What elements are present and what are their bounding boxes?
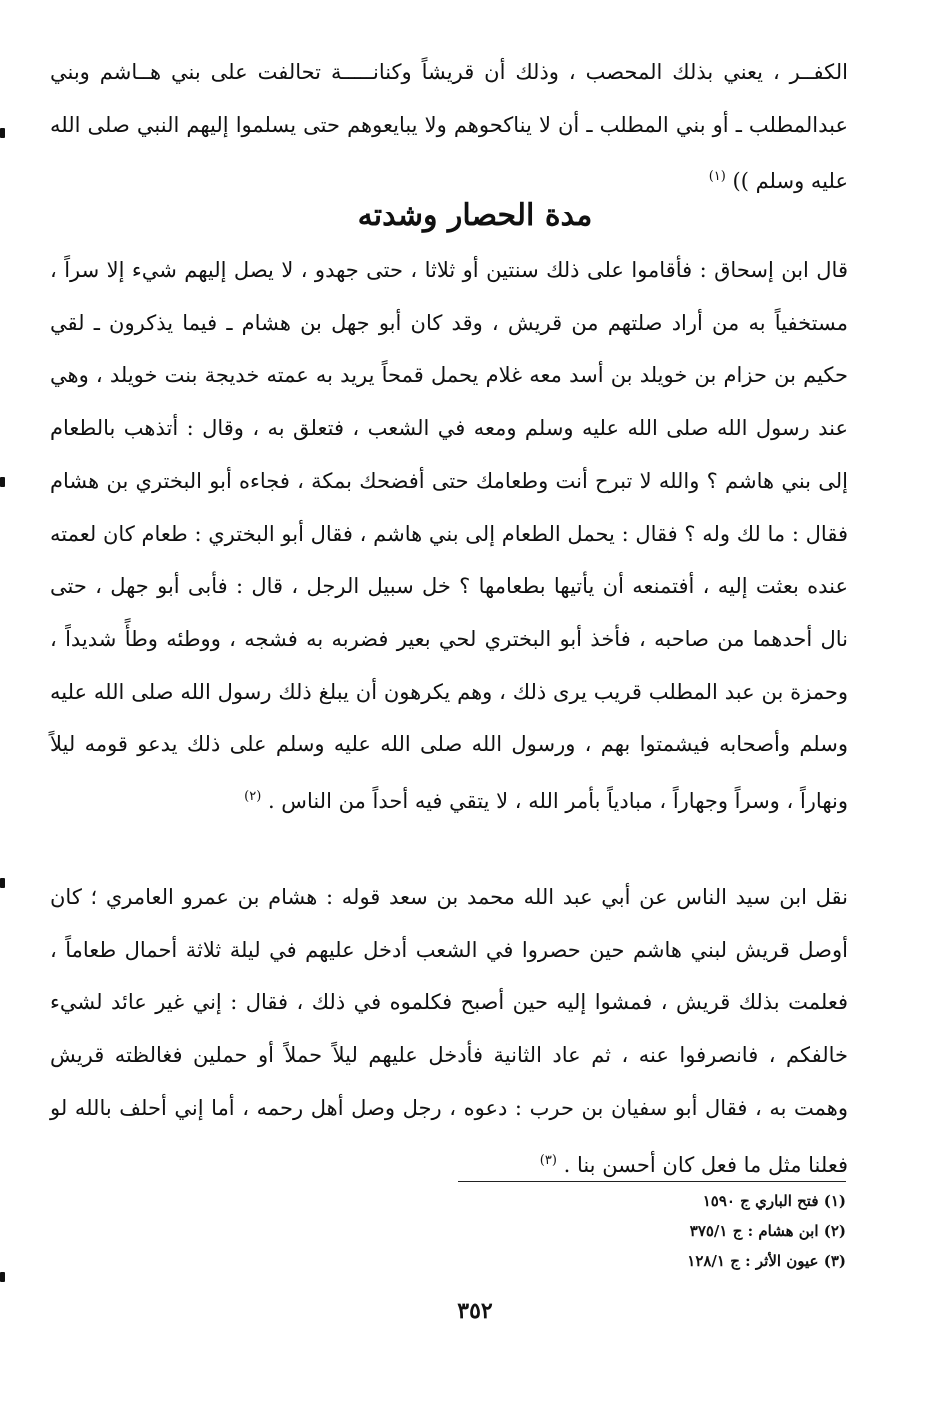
margin-mark (0, 128, 5, 138)
top-paragraph-block (50, 46, 848, 208)
paragraph-2 (50, 871, 848, 1191)
footnote-1: (١) فتح الباري ج ١٥٩٠ (702, 1192, 846, 1210)
footnote-3: (٣) عيون الأثر : ج ١٢٨/١ (687, 1252, 846, 1270)
footnote-ref-2: (٢) (244, 789, 262, 805)
top-paragraph-text: الكفــر ، يعني بذلك المحصب ، وذلك أن قريشاً وكنانـــــة تحالفت على بني هــاشم وبني عبدالمطلب ـ أو بني المطلب ـ أن لا يناكحوهم ولا يبايعوهم حتى يسلموا إليهم النبي صلى الله عليه وسلم )) (50, 60, 848, 194)
margin-mark (0, 878, 5, 888)
margin-mark (0, 477, 5, 487)
paragraph-1 (50, 244, 848, 828)
footnote-2: (٢) ابن هشام : ج ٣٧٥/١ (689, 1222, 846, 1240)
footnote-separator (458, 1181, 846, 1182)
footnotes (687, 1186, 846, 1276)
footnote-ref-3: (٣) (539, 1152, 557, 1168)
section-heading: مدة الحصار وشدته (357, 198, 593, 233)
paragraph-2-text: نقل ابن سيد الناس عن أبي عبد الله محمد بن سعد قوله : هشام بن عمرو العامري ؛ كان أوصل قريش لبني هاشم حين حصروا في الشعب أدخل عليهم في ليلة ثلاثة أحمال طعاماً ، فعلمت بذلك قريش ، فمشوا إليه حين أصبح فكلموه في ذلك ، فقال : إني غير عائد لشيء خالفكم ، فانصرفوا عنه ، ثم عاد الثانية فأدخل عليهم ليلاً حملاً أو حملين فغالظته قريش وهمت به ، فقال أبو سفيان بن حرب : دعوه ، رجل وصل أهل رحمه ، أما إني أحلف بالله لو فعلنا مثل ما فعل كان أحسن بنا . (50, 885, 849, 1177)
paragraph-1-text: قال ابن إسحاق : فأقاموا على ذلك سنتين أو ثلاثا ، حتى جهدو ، لا يصل إليهم شيء إلا سراً ، مستخفياً به من أراد صلتهم من قريش ، وقد كان أبو جهل بن هشام ـ فيما يذكرون ـ لقي حكيم بن حزام بن خويلد بن أسد معه غلام يحمل قمحاً يريد به عمته خديجة بنت خويلد ، وهي عند رسول الله صلى الله عليه وسلم ومعه في الشعب ، فتعلق به ، وقال : أتذهب بالطعام إلى بني هاشم ؟ والله لا تبرح أنت وطعامك حتى أفضحك بمكة ، فجاءه أبو البختري بن هشام فقال : ما لك وله ؟ فقال : يحمل الطعام إلى بني هاشم ، فقال أبو البختري : طعام كان لعمته عنده بعثت إليه ، أفتمنعه أن يأتيها بطعامها ؟ خل سبيل الرجل ، قال : فأبى أبو جهل ، حتى نال أحدهما من صاحبه ، فأخذ أبو البختري لحي بعير فضربه به فشجه ، ووطئه وطأً شديداً ، وحمزة بن عبد المطلب قريب يرى ذلك ، وهم يكرهون أن يبلغ ذلك رسول الله صلى الله عليه وسلم وأصحابه فيشمتوا بهم ، ورسول الله صلى الله عليه وسلم على ذلك يدعو قومه ليلاً ونهاراً ، وسراً وجهاراً ، مبادياً بأمر الله ، لا يتقي فيه أحداً من الناس . (50, 258, 848, 814)
paragraph-1-block (50, 244, 848, 828)
margin-mark (0, 1272, 5, 1282)
page-number: ٣٥٢ (457, 1298, 493, 1324)
paragraph-2-block (50, 871, 848, 1191)
top-paragraph (50, 46, 848, 208)
footnote-ref-1: (١) (708, 169, 726, 185)
